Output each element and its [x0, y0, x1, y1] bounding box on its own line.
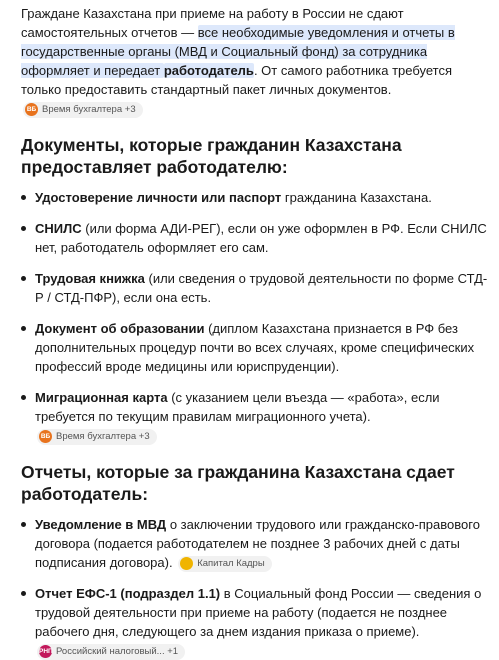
list-item: Удостоверение личности или паспорт гражданина Казахстана.	[21, 188, 491, 207]
list-item: Трудовая книжка (или сведения о трудовой деятельности по форме СТД-Р / СТД-ПФР), если она есть.	[21, 269, 491, 307]
bullet-icon	[21, 226, 26, 231]
source-logo-icon: РНП	[39, 645, 52, 658]
section-heading-reports: Отчеты, которые за гражданина Казахстана сдает работодатель:	[21, 462, 455, 504]
bullet-icon	[21, 276, 26, 281]
section-heading-documents: Документы, которые гражданин Казахстана предоставляет работодателю:	[21, 135, 402, 177]
source-chip[interactable]	[37, 429, 157, 445]
source-chip-label: Время бухгалтера +3	[56, 430, 150, 442]
source-logo-icon: ВБ	[39, 430, 52, 443]
source-chip[interactable]	[178, 556, 271, 572]
bullet-icon	[21, 522, 26, 527]
intro-paragraph	[21, 4, 491, 118]
source-chip[interactable]	[37, 644, 185, 660]
highlighted-text: все необходимые уведомления и отчеты в государственные органы (МВД и Социальный фонд) за сотрудника оформляет и передает	[21, 25, 455, 78]
source-chip-label: Время бухгалтера +3	[42, 103, 136, 115]
source-chip-label: Российский налоговый... +1	[56, 645, 179, 657]
list-item: Документ об образовании (диплом Казахстана признается в РФ без дополнительных процедур почти во всех случаях, кроме специфических профессий вроде медицины или юриспруденции).	[21, 319, 491, 376]
source-chip[interactable]	[23, 102, 143, 118]
bullet-icon	[21, 591, 26, 596]
bullet-icon	[21, 326, 26, 331]
list-item: СНИЛС (или форма АДИ-РЕГ), если он уже оформлен в РФ. Если СНИЛС нет, работодатель оформляет его сам.	[21, 219, 491, 257]
intro-text-1: Граждане Казахстана при приеме на работу в России не сдают самостоятельных отчетов —	[21, 6, 404, 40]
list-item: Миграционная карта (с указанием цели въезда — «работа», если требуется по текущим правилам миграционного учета). ВБ Время бухгалтера +3	[21, 388, 491, 445]
list-item: Уведомление в МВД о заключении трудового или гражданско-правового договора (подается работодателем не позднее 3 рабочих дней с даты подписания договора). Капитал Кадры	[21, 515, 491, 572]
source-chip-label: Капитал Кадры	[197, 557, 265, 569]
list-item: Отчет ЕФС-1 (подраздел 1.1) в Социальный фонд России — сведения о трудовой деятельности при приеме на работу (подается не позднее рабочего дня, следующего за днем издания приказа о приеме). РНП Российский налоговый... +1	[21, 584, 491, 660]
bullet-icon	[21, 395, 26, 400]
bullet-icon	[21, 195, 26, 200]
highlighted-bold-text: работодатель	[163, 63, 254, 78]
documents-list	[21, 188, 491, 445]
reports-list	[21, 515, 491, 660]
intro-text-2: . От самого работника требуется только предоставить стандартный пакет личных документов.	[21, 63, 453, 97]
source-logo-icon	[180, 557, 193, 570]
source-logo-icon: ВБ	[25, 103, 38, 116]
